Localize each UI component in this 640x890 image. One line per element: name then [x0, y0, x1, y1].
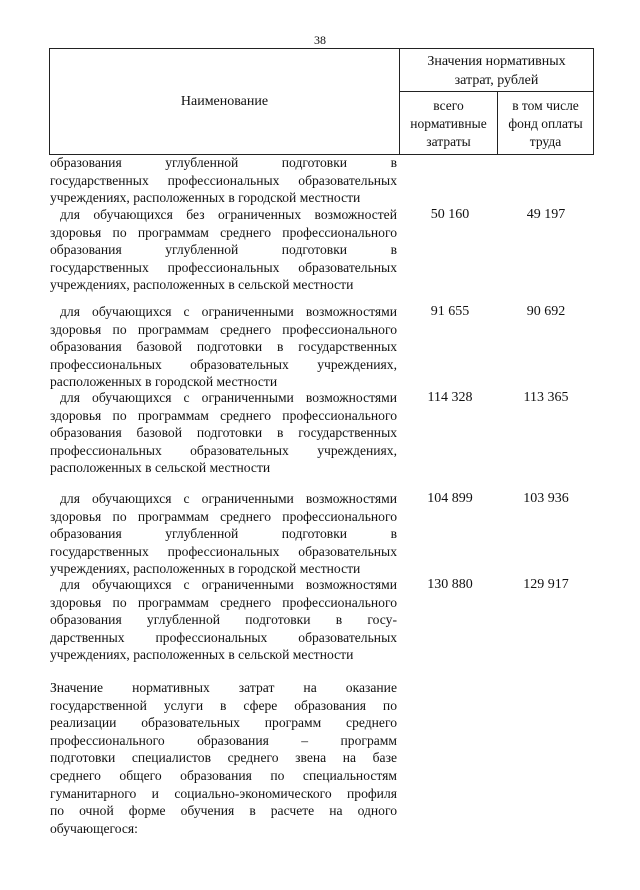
table-row-name — [50, 206, 397, 294]
row-text-line: государственных профессиональных образовательных — [50, 172, 397, 188]
row-total-value: 91 655 — [430, 304, 470, 319]
row-text-line: здоровья по программам среднего профессионального — [50, 594, 397, 610]
row-payroll-value: 49 197 — [526, 207, 566, 222]
row-total-value: 50 160 — [430, 207, 470, 222]
row-text-line: здоровья по программам среднего профессионального — [50, 508, 397, 524]
table-row-name — [50, 389, 397, 477]
row-text-line: для обучающихся с ограниченными возможностями — [60, 491, 397, 506]
row-text-line: образования углубленной подготовки в — [50, 526, 397, 542]
header-name-column: Наименование — [180, 94, 269, 109]
table-row-name — [50, 303, 397, 391]
row-text-line: образования углубленной подготовки в госу- — [50, 612, 397, 628]
row-total-value: 130 880 — [427, 577, 473, 592]
header-total-line: всего — [433, 98, 464, 113]
header-total-column — [400, 97, 497, 151]
row-text-line: здоровья по программам среднего профессионального — [50, 224, 397, 240]
row-text-line: реализации образовательных программ среднего — [50, 715, 397, 731]
row-text-line: образования углубленной подготовки в — [50, 155, 397, 170]
row-text-line: для обучающихся с ограниченными возможностями — [60, 390, 397, 405]
row-text-line: среднего общего образования по специальностям — [50, 767, 397, 783]
page-number: 38 — [314, 33, 326, 47]
table-row-name — [50, 154, 397, 207]
row-text-line: здоровья по программам среднего профессионального — [50, 321, 397, 337]
row-total-value: 114 328 — [427, 390, 473, 405]
row-payroll-value: 129 917 — [523, 577, 569, 592]
row-total-value: 104 899 — [427, 491, 473, 506]
row-text-line: для обучающихся с ограниченными возможностями — [60, 304, 397, 319]
row-text-line: Значение нормативных затрат на оказание — [50, 680, 397, 695]
row-text-line: образования углубленной подготовки в — [50, 242, 397, 258]
row-text-line: дарственных профессиональных образовательных — [50, 629, 397, 645]
header-mid-border — [399, 91, 593, 92]
row-text-line: здоровья по программам среднего профессионального — [50, 407, 397, 423]
header-payroll-line: труда — [529, 134, 562, 149]
row-text-line: расположенных в сельской местности — [50, 460, 271, 476]
header-top-border — [49, 48, 593, 49]
row-text-line: учреждениях, расположенных в городской местности — [50, 561, 361, 577]
row-payroll-value: 113 365 — [523, 390, 569, 405]
row-text-line: учреждениях, расположенных в городской местности — [50, 190, 361, 206]
row-text-line: образования базовой подготовки в государственных — [50, 425, 397, 441]
row-text-line: для обучающихся с ограниченными возможностями — [60, 577, 397, 592]
header-total-line: нормативные — [410, 116, 487, 131]
header-total-line: затраты — [426, 134, 471, 149]
row-text-line: обучающегося: — [50, 820, 138, 836]
row-text-line: подготовки специалистов среднего звена на базе — [50, 750, 397, 766]
row-text-line: по очной форме обучения в расчете на одного — [50, 803, 397, 819]
row-text-line: государственной услуги в сфере образования по — [50, 697, 397, 713]
header-values-line: Значения нормативных — [427, 54, 566, 69]
row-text-line: расположенных в городской местности — [50, 374, 278, 390]
row-text-line: профессиональных образовательных учреждениях, — [50, 356, 397, 372]
row-text-line: гуманитарного и социально-экономического профиля — [50, 785, 397, 801]
header-values-group — [400, 52, 593, 90]
row-payroll-value: 90 692 — [526, 304, 566, 319]
row-payroll-value: 103 936 — [523, 491, 569, 506]
row-text-line: образования базовой подготовки в государственных — [50, 339, 397, 355]
header-values-line: затрат, рублей — [454, 73, 539, 88]
row-text-line: государственных профессиональных образовательных — [50, 259, 397, 275]
row-text-line: учреждениях, расположенных в сельской местности — [50, 277, 354, 293]
row-text-line: государственных профессиональных образовательных — [50, 543, 397, 559]
table-row-name — [50, 576, 397, 664]
table-row-name — [50, 490, 397, 578]
row-text-line: учреждениях, расположенных в сельской местности — [50, 647, 354, 663]
row-text-line: для обучающихся без ограниченных возможностей — [60, 207, 397, 222]
header-payroll-line: в том числе — [512, 98, 579, 113]
header-right-border — [593, 48, 594, 155]
row-text-line: профессиональных образовательных учреждениях, — [50, 442, 397, 458]
row-text-line: профессионального образования – программ — [50, 732, 397, 748]
header-payroll-line: фонд оплаты — [508, 116, 583, 131]
header-payroll-column — [498, 97, 593, 151]
section-heading-paragraph — [50, 679, 397, 837]
